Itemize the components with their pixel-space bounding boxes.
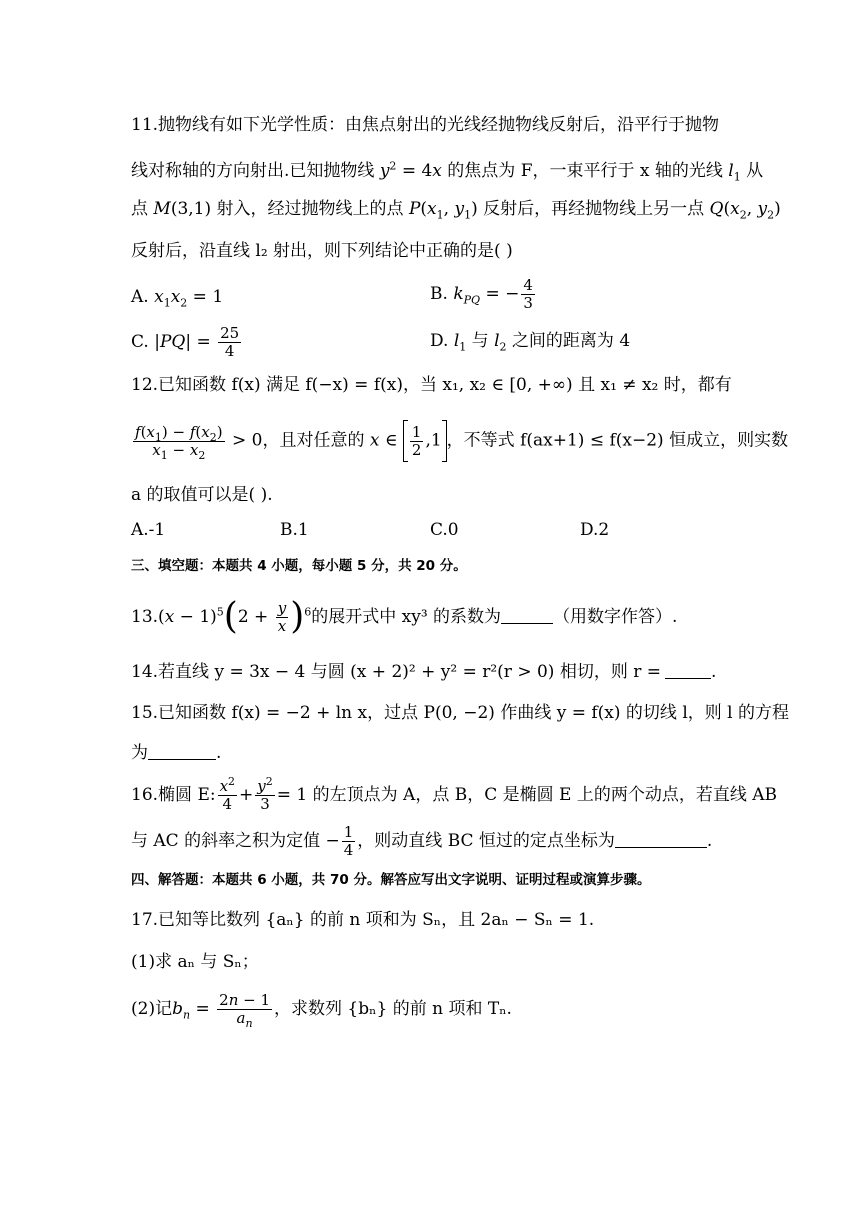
q11-option-c: C. |PQ| = $\frac{25}{4}$ bbox=[131, 324, 240, 360]
q11-option-a: A. $x_1x_2 = 1$ bbox=[131, 287, 224, 310]
section-4-heading: 四、解答题：本题共 6 小题，共 70 分。解答应写出文字说明、证明过程或演算步骤。 bbox=[131, 872, 651, 888]
q11-option-b: B. $k_{PQ}$ = − $\frac{4}{3}$ bbox=[430, 276, 533, 312]
q12-option-c: C.0 bbox=[430, 520, 459, 540]
q11-line1: 11.抛物线有如下光学性质：由焦点射出的光线经抛物线反射后，沿平行于抛物 bbox=[131, 115, 720, 135]
answer-blank bbox=[501, 623, 553, 624]
q13-line: $13.(x - 1)^5(2$ + $\frac{y}{x}$ )$^6$的展开式中 xy³ 的系数为 （用数字作答）. bbox=[131, 596, 678, 637]
answer-blank bbox=[148, 759, 216, 760]
fraction: $\frac{x^2}{4}$ bbox=[219, 775, 236, 813]
answer-blank bbox=[665, 678, 711, 679]
fraction: $\frac{y}{x}$ bbox=[277, 599, 287, 635]
q12-line1: 12.已知函数 f(x) 满足 f(−x) = f(x)，当 x₁, x₂ ∈ [0, +∞) 且 x₁ ≠ x₂ 时，都有 bbox=[131, 375, 732, 395]
q16-line1: 16.椭圆 E: $\frac{x^2}{4}$ + $\frac{y^2}{3}$ = 1 的左顶点为 A，点 B，C 是椭圆 E 上的两个动点，若直线 AB bbox=[131, 775, 778, 813]
section-3-heading: 三、填空题：本题共 4 小题，每小题 5 分，共 20 分。 bbox=[131, 558, 467, 574]
q17-line1: 17.已知等比数列 {aₙ} 的前 n 项和为 Sₙ，且 2aₙ − Sₙ = 1. bbox=[131, 910, 595, 930]
q11-line4: 反射后，沿直线 l₂ 射出，则下列结论中正确的是( ) bbox=[131, 241, 513, 261]
q16-line2: 与 AC 的斜率之积为定值 − $\frac{1}{4}$ ，则动直线 BC 恒过的定点坐标为 . bbox=[131, 823, 713, 859]
fraction: $\frac{1}{4}$ bbox=[343, 823, 354, 859]
fraction: $\frac{f(x_1) - f(x_2)}{x_1 - x_2}$ bbox=[135, 422, 223, 462]
q15-line1: 15.已知函数 f(x) = −2 + ln x，过点 P(0, −2) 作曲线 y = f(x) 的切线 l，则 l 的方程 bbox=[131, 703, 790, 723]
q17-part1: (1)求 aₙ 与 Sₙ； bbox=[131, 952, 259, 972]
fraction: $\frac{2n - 1}{a_n}$ bbox=[219, 991, 271, 1030]
q11-option-d: D. $l_1$ 与 $l_2$ 之间的距离为 4 bbox=[430, 331, 631, 354]
fraction: $\frac{25}{4}$ bbox=[220, 324, 240, 360]
answer-blank bbox=[615, 847, 707, 848]
q12-option-a: A.-1 bbox=[131, 520, 166, 540]
q12-line2: $\frac{f(x_1) - f(x_2)}{x_1 - x_2}$ > 0，且对任意的 x ∈ $\frac{1}{2}$ ,1 ，不等式 f(ax+1) ≤ f(x−2) 恒成立，则实数 bbox=[131, 420, 788, 462]
q12-option-b: B.1 bbox=[280, 520, 309, 540]
q17-part2: (2)记$b_n$ = $\frac{2n - 1}{a_n}$ ，求数列 {bₙ} 的前 n 项和 Tₙ. bbox=[131, 991, 512, 1030]
fraction: $\frac{1}{2}$ bbox=[411, 422, 422, 459]
q15-line2: 为 . bbox=[131, 743, 222, 763]
fraction: $\frac{4}{3}$ bbox=[523, 276, 533, 312]
fraction: $\frac{y^2}{3}$ bbox=[257, 775, 273, 813]
q12-line3: a 的取值可以是( ). bbox=[131, 485, 273, 505]
q11-line2: 线对称轴的方向射出.已知抛物线 $y^2 = 4x$ 的焦点为 F，一束平行于 x 轴的光线 $l_1$ 从 bbox=[131, 159, 764, 184]
q14-line: 14.若直线 y = 3x − 4 与圆 (x + 2)² + y² = r²(r > 0) 相切，则 r = . bbox=[131, 662, 717, 682]
q11-line3: 点 M(3,1) 射入，经过抛物线上的点 $P(x_1$, $y_1$) 反射后，再经抛物线上另一点 $Q(x_2$, $y_2$) bbox=[131, 199, 781, 222]
q12-option-d: D.2 bbox=[580, 520, 610, 540]
